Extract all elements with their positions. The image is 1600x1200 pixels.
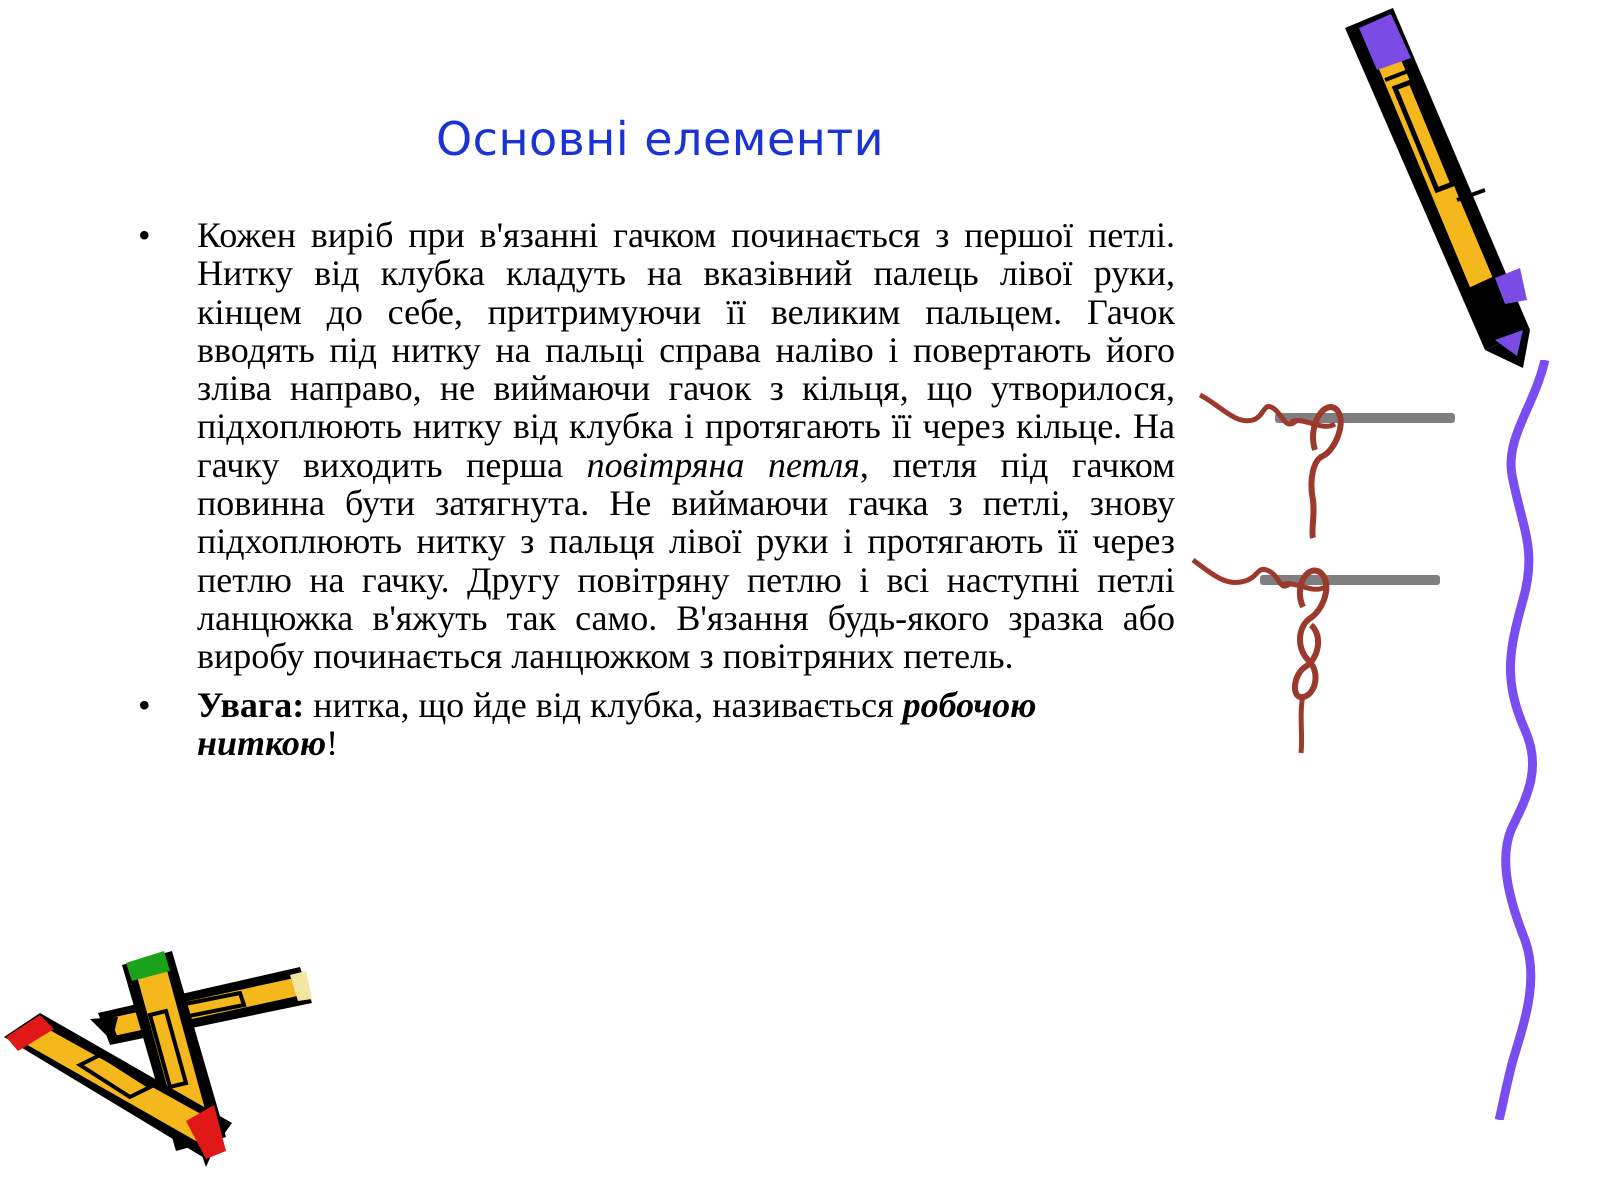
paragraph-part: Кожен виріб при в'язанні гачком починається з першої петлі. Нитку від клубка кладуть на вказівний палець лівої руки, кінцем до себе, притримуючи її великим пальцем. Гачок вводять під нитку на пальці справа наліво і повертають його зліва направо, не виймаючи гачок з кільця, що утворилося, підхоплюють нитку від клубка і протягають її через кільце. На гачку виходить перша xyxy=(197,215,1175,485)
pencil-clipart-icon xyxy=(1345,0,1545,380)
note-body: нитка, що йде від клубка, називається xyxy=(304,684,903,725)
slide-content xyxy=(130,216,1175,762)
note-end: ! xyxy=(326,722,339,763)
note-text xyxy=(197,686,1175,763)
bullet-item xyxy=(130,216,1175,676)
bullet-marker: • xyxy=(138,215,151,255)
crochet-first-loop-illustration xyxy=(1195,380,1465,540)
crossed-pencils-icon xyxy=(0,945,320,1175)
wavy-ribbon-icon xyxy=(1495,360,1555,1120)
note-label: Увага: xyxy=(197,684,305,725)
paragraph-text xyxy=(197,216,1175,676)
bold-italic-term: робочою ниткою xyxy=(197,684,1037,763)
bullet-item xyxy=(130,686,1175,763)
italic-term: повітряна петля xyxy=(586,444,860,485)
bullet-marker: • xyxy=(138,684,151,725)
crochet-chain-illustration xyxy=(1185,545,1455,760)
slide-title: Основні елементи xyxy=(435,112,885,166)
paragraph-part: , петля під гачком повинна бути затягнута. Не виймаючи гачка з петлі, знову підхоплюють нитку з пальця лівої руки і протягають її через петлю на гачку. Другу повітряну петлю і всі наступні петлі ланцюжка в'яжуть так само. В'язання будь-якого зразка або виробу починається ланцюжком з повітряних петель. xyxy=(197,444,1176,677)
